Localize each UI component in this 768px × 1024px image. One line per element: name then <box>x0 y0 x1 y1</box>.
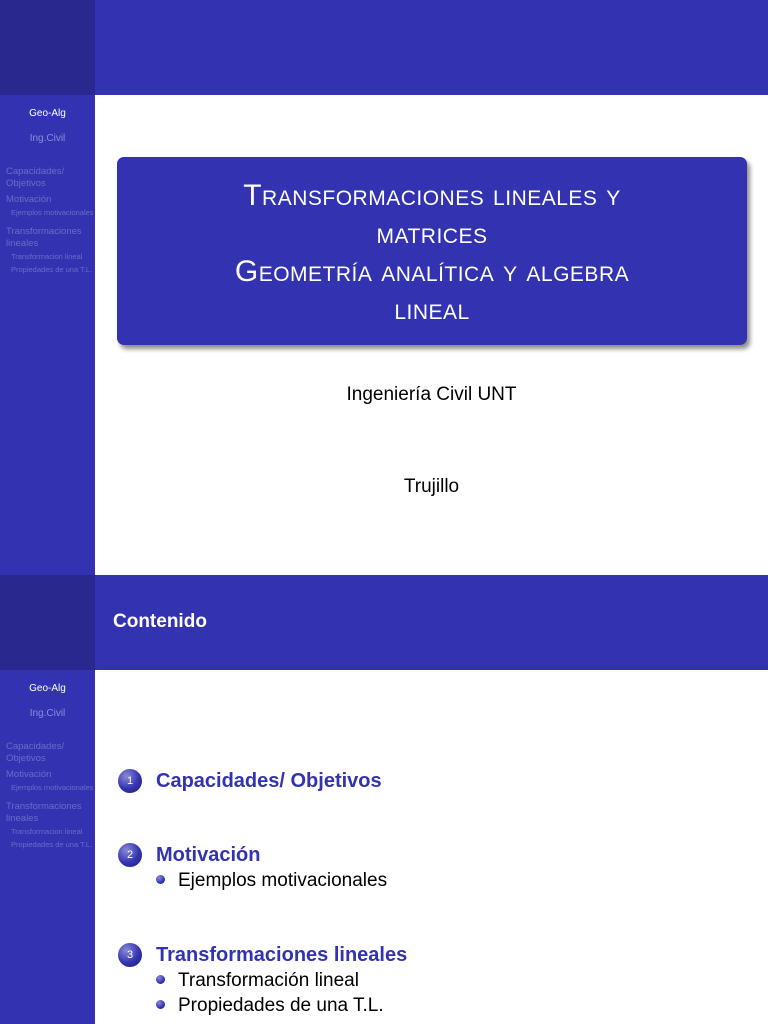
header-corner <box>0 0 95 95</box>
sidebar-nav <box>6 166 94 278</box>
header-corner <box>0 575 95 670</box>
toc-label-3[interactable]: Transformaciones lineales <box>156 944 408 966</box>
bullet-icon <box>156 975 165 984</box>
sidebar-item-transformaciones[interactable]: Transformaciones lineales <box>6 801 82 824</box>
title-line: matrices <box>376 217 488 250</box>
sidebar-title[interactable]: Geo-Alg <box>29 108 66 119</box>
toc-subitem[interactable] <box>156 969 359 993</box>
toc-subitem-label: Propiedades de una T.L. <box>178 995 384 1016</box>
slide-header <box>0 0 768 95</box>
toc-number-3: 3 <box>118 943 142 967</box>
place: Trujillo <box>403 476 460 497</box>
toc-number-1: 1 <box>118 769 142 793</box>
sidebar <box>0 95 95 575</box>
toc-subitem-label: Transformación lineal <box>178 970 359 991</box>
sidebar-subitem-ejemplos[interactable]: Ejemplos motivacionales <box>11 783 94 792</box>
sidebar-nav <box>6 741 94 853</box>
bullet-icon <box>156 1000 165 1009</box>
frame-title: Contenido <box>113 611 207 632</box>
author: Ingeniería Civil UNT <box>346 384 517 405</box>
sidebar-subitem-propiedades[interactable]: Propiedades de una T.L. <box>11 265 93 274</box>
toc-subitem-label: Ejemplos motivacionales <box>178 870 388 891</box>
sidebar-item-motivacion[interactable]: Motivación <box>6 194 52 205</box>
sidebar-subitem-propiedades[interactable]: Propiedades de una T.L. <box>11 840 93 849</box>
toc-label-1[interactable]: Capacidades/ Objetivos <box>156 770 382 792</box>
contents-slide <box>0 575 768 1024</box>
bullet-icon <box>156 875 165 884</box>
sidebar-item-capacidades[interactable]: Capacidades/ Objetivos <box>6 166 65 189</box>
sidebar-item-capacidades[interactable]: Capacidades/ Objetivos <box>6 741 65 764</box>
sidebar <box>0 670 95 1024</box>
sidebar-subitem-transformacion-lineal[interactable]: Transformacion lineal <box>11 252 83 261</box>
sidebar-item-motivacion[interactable]: Motivación <box>6 769 52 780</box>
sidebar-subtitle[interactable]: Ing.Civil <box>29 708 66 719</box>
sidebar-subitem-transformacion-lineal[interactable]: Transformacion lineal <box>11 827 83 836</box>
title-box <box>117 157 747 345</box>
title-line: lineal <box>394 293 470 326</box>
sidebar-subtitle[interactable]: Ing.Civil <box>29 133 66 144</box>
sidebar-subitem-ejemplos[interactable]: Ejemplos motivacionales <box>11 208 94 217</box>
toc-label-2[interactable]: Motivación <box>156 844 261 866</box>
toc-subitem[interactable] <box>156 869 387 893</box>
toc-subitem[interactable] <box>156 994 384 1018</box>
slide-header <box>0 575 768 670</box>
title-line: Geometría analítica y algebra <box>234 255 630 288</box>
sidebar-title[interactable]: Geo-Alg <box>29 683 66 694</box>
sidebar-item-transformaciones[interactable]: Transformaciones lineales <box>6 226 82 249</box>
title-line: Transformaciones lineales y <box>243 179 621 212</box>
toc-number-2: 2 <box>118 843 142 867</box>
